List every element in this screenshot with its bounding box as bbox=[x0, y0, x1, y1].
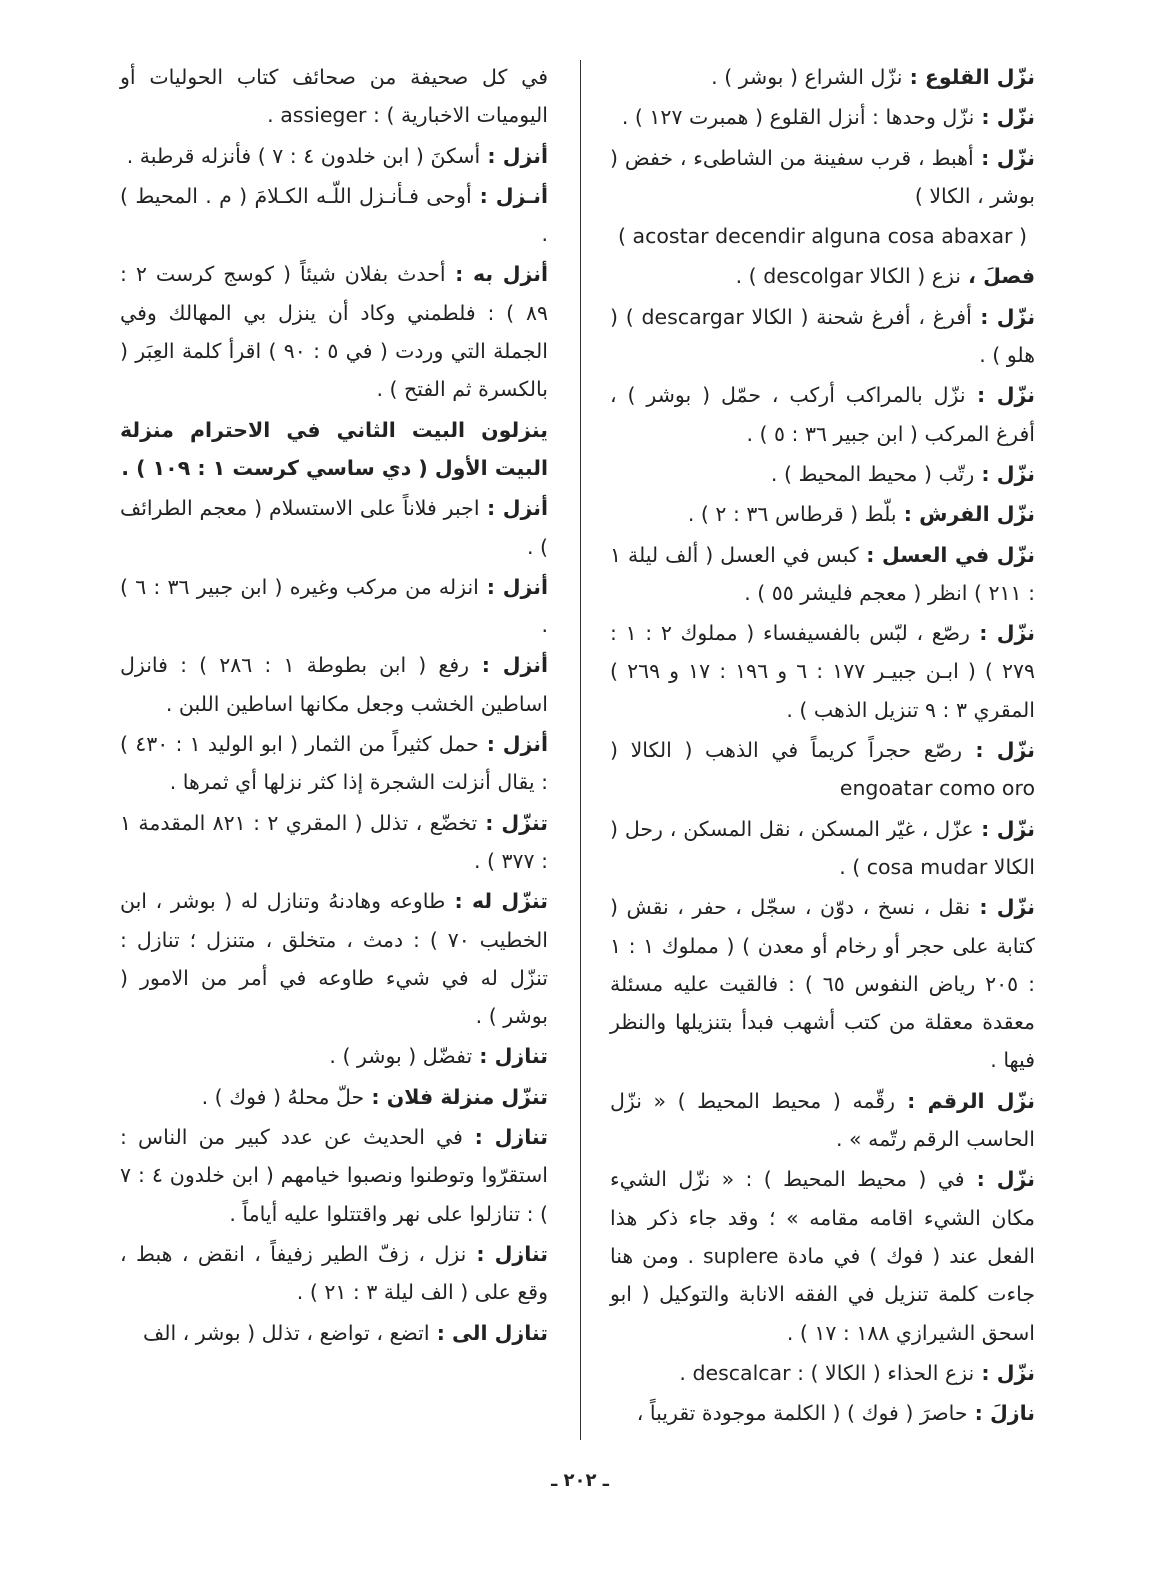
entry-headword: نزّل : bbox=[971, 304, 1036, 329]
entry-headword: تنزّل منزلة فلان : bbox=[364, 1084, 548, 1109]
entry-text: رقّمه ( محيط المحيط ) « نزّل الحاسب الرقم رتّمه » . bbox=[610, 1088, 1035, 1152]
entry bbox=[120, 489, 548, 566]
entry-headword: أنزل : bbox=[469, 653, 548, 678]
entry-headword: نزّل : bbox=[962, 738, 1035, 763]
entry-headword: نزّل : bbox=[969, 621, 1035, 646]
entry bbox=[120, 646, 548, 723]
entry-text: نزّل الشراع ( بوشر ) . bbox=[711, 65, 903, 89]
entry-text: أوحى فـأنـزل اللّـه الكـلامَ ( م . المحيط ) . bbox=[120, 183, 548, 247]
entry-text: طاوعه وهادنهُ وتنازل له ( بوشر ، ابن الخطيب ٧٠ ) : دمث ، متخلق ، متنزل ؛ تنازل : تنزّل له في شيء طاوعه في أمر من الامور ( بوشر ) . bbox=[120, 889, 548, 1029]
entry bbox=[120, 411, 548, 488]
entry-text: نزّل وحدها : أنزل القلوع ( همبرت ١٢٧ ) . bbox=[621, 105, 975, 130]
entry-text: نزع الحذاء ( الكالا ) : descalcar . bbox=[679, 1360, 975, 1385]
entry bbox=[610, 888, 1035, 1079]
entry-headword: أنزل : bbox=[478, 732, 548, 757]
entry-text: تخضّع ، تذلل ( المقري ٢ : ٨٢١ المقدمة ١ : ٣٧٧ ) . bbox=[120, 810, 548, 873]
entry-headword: أنزل : bbox=[480, 143, 548, 168]
entry bbox=[610, 455, 1035, 493]
left-column bbox=[120, 58, 548, 1354]
entry bbox=[120, 725, 548, 802]
entry bbox=[610, 495, 1035, 533]
entry bbox=[610, 1394, 1035, 1432]
entry-text: نقل ، نسخ ، دوّن ، سجّل ، حفر ، نقش ( كتابة على حجر أو رخام أو معدن ) ( مملوك ١ : ١ : ٢٠٥ رياض النفوس ٦٥ ) : فالقيت عليه مسئلة معقدة معقلة من كتب أشهب فبدأ بتنزيلها والنظر فيها . bbox=[610, 895, 1035, 1073]
entry-text: اجبر فلاناً على الاستسلام ( معجم الطرائف ) . bbox=[120, 496, 548, 559]
entry-text: رصّع ، لبّس بالفسيفساء ( مملوك ٢ : ١ : ٢٧٩ ) ( ابـن جبيـر ١٧٧ : ٦ و ١٩٦ : ١٧ و ٢٦٩ ) المقري ٣ : ٩ تنزيل الذهب ) . bbox=[610, 621, 1035, 722]
entry bbox=[120, 1314, 548, 1352]
entry-headword: نزّل : bbox=[973, 145, 1036, 170]
entry bbox=[120, 255, 548, 408]
entry-text: حاصرَ ( فوك ) ( الكلمة موجودة تقريباً ، bbox=[636, 1401, 968, 1426]
entry-text: رتّب ( محيط المحيط ) . bbox=[770, 461, 975, 486]
column-divider bbox=[580, 60, 581, 1440]
entry bbox=[610, 257, 1035, 295]
entry-headword: تنازل : bbox=[466, 1241, 548, 1266]
entry-headword: تنازل : bbox=[462, 1125, 548, 1150]
entry-headword: أنزل : bbox=[478, 574, 548, 599]
entry-text: اتضع ، تواضع ، تذلل ( بوشر ، الف bbox=[143, 1320, 430, 1345]
entry-text: أفرغ ، أفرغ شحنة ( الكالا descargar ) ( هلو ) . bbox=[610, 304, 1035, 368]
entry-text: عزّل ، غيّر المسكن ، نقل المسكن ، رحل ( الكالا cosa mudar ) . bbox=[610, 816, 1035, 879]
entry-text: نزل ، زفّ الطير زفيفاً ، انقض ، هبط ، وقع على ( الف ليلة ٣ : ٢١ ) . bbox=[120, 1241, 548, 1305]
entry-headword: نزّل : bbox=[970, 895, 1035, 920]
entry-headword: تنزّل : bbox=[477, 810, 548, 835]
entry-headword: تنزّل له : bbox=[445, 889, 548, 914]
entry-headword: نزّل : bbox=[974, 1360, 1035, 1385]
entry bbox=[610, 139, 1035, 216]
entry-text: ينزلون البيت الثاني في الاحترام منزلة البيت الأول ( دي ساسي كرست ١ : ١٠٩ ) . bbox=[120, 417, 548, 480]
entry bbox=[610, 614, 1035, 729]
entry bbox=[610, 536, 1035, 613]
page-number: ـ ٢٠٢ ـ bbox=[551, 1470, 609, 1491]
entry bbox=[120, 177, 548, 254]
entry-text: حلّ محلهُ ( فوك ) . bbox=[201, 1084, 365, 1109]
entry-text: حمل كثيراً من الثمار ( ابو الوليد ١ : ٤٣٠ ) : يقال أنزلت الشجرة إذا كثر نزلها أي ثمرها . bbox=[120, 732, 548, 795]
entry bbox=[120, 882, 548, 1035]
entry-text: رصّع حجراً كريماً في الذهب ( الكالا ( engoatar como oro bbox=[610, 738, 1035, 801]
entry-text: ( acostar decendir alguna cosa abaxar ) bbox=[618, 224, 1027, 249]
entry bbox=[120, 804, 548, 881]
entry-headword: فصلَ ، bbox=[961, 264, 1035, 289]
entry bbox=[120, 1037, 548, 1075]
entry-headword: نزّل القلوع : bbox=[902, 65, 1035, 89]
entry-text: في الحديث عن عدد كبير من الناس : استقرّوا وتوطنوا ونصبوا خيامهم ( ابن خلدون ٤ : ٧ ) : تنازلوا على نهر واقتتلوا عليه أياماً . bbox=[120, 1125, 548, 1226]
entry-text: نزّل بالمراكب أركب ، حمّل ( بوشر ) ، أفرغ المركب ( ابن جبير ٣٦ : ٥ ) . bbox=[610, 383, 1035, 446]
entry-headword: أنزل به : bbox=[445, 262, 548, 287]
entry-headword: نزّل الرقم : bbox=[894, 1088, 1035, 1113]
entry bbox=[610, 298, 1035, 375]
entry-text: تفضّل ( بوشر ) . bbox=[329, 1044, 473, 1069]
entry bbox=[610, 58, 1035, 96]
entry-text: نزع ( الكالا descolgar ) . bbox=[735, 264, 962, 289]
entry-text: رفع ( ابن بطوطة ١ : ٢٨٦ ) : فانزل اساطين الخشب وجعل مكانها اساطين اللبن . bbox=[120, 653, 548, 716]
entry bbox=[120, 1078, 548, 1116]
entry bbox=[120, 1235, 548, 1312]
entry-headword: تنازل : bbox=[472, 1044, 548, 1069]
entry-text: أهبط ، قرب سفينة من الشاطىء ، خفض ( بوشر ، الكالا ) bbox=[610, 145, 1035, 208]
entry-headword: نزّل الفرش : bbox=[896, 502, 1035, 527]
entry-headword: تنازل الى : bbox=[429, 1320, 548, 1345]
entry-headword: نزّل : bbox=[964, 1167, 1036, 1192]
entry-headword: نزّل في العسل : bbox=[858, 542, 1035, 567]
entry-headword: نزّل : bbox=[974, 461, 1035, 486]
entry bbox=[610, 1160, 1035, 1351]
entry bbox=[120, 137, 548, 175]
entry bbox=[610, 1082, 1035, 1159]
entry bbox=[120, 58, 548, 135]
entry-text: بلّط ( قرطاس ٣٦ : ٢ ) . bbox=[687, 502, 897, 527]
entry-headword: نزّل : bbox=[973, 816, 1035, 841]
entry-text: أحدث بفلان شيئاً ( كوسج كرست ٢ : ٨٩ ) : فلطمني وكاد أن ينزل بي المهالك وفي الجملة التي وردت ( في ٥ : ٩٠ ) اقرأ كلمة العِبَر ( بالكسرة ثم الفتح ) . bbox=[120, 262, 548, 402]
entry bbox=[610, 217, 1035, 255]
entry-text: في ( محيط المحيط ) : « نزّل الشيء مكان الشيء اقامه مقامه » ؛ وقد جاء ذكر هذا الفعل عند ( فوك ) في مادة suplere . ومن هنا جاءت كلمة تنزيل في الفقه الانابة والتوكيل ( ابو اسحق الشيرازي ١٨٨ : ١٧ ) . bbox=[610, 1167, 1035, 1345]
entry-headword: نازلَ : bbox=[967, 1401, 1035, 1426]
entry-headword: نزّل : bbox=[965, 383, 1035, 408]
right-column bbox=[610, 58, 1035, 1434]
entry-text: أسكنَ ( ابن خلدون ٤ : ٧ ) فأنزله قرطبة . bbox=[126, 143, 481, 168]
entry-headword: نزّل : bbox=[974, 105, 1035, 130]
entry-text: في كل صحيفة من صحائف كتاب الحوليات أو اليوميات الاخبارية ) : assieger . bbox=[120, 65, 548, 128]
entry bbox=[610, 731, 1035, 808]
entry-text: انزله من مركب وغيره ( ابن جبير ٣٦ : ٦ ) . bbox=[120, 574, 548, 638]
entry bbox=[610, 98, 1035, 136]
entry bbox=[610, 810, 1035, 887]
entry-text: كبس في العسل ( ألف ليلة ١ : ٢١١ ) انظر ( معجم فليشر ٥٥ ) . bbox=[610, 542, 1035, 605]
entry bbox=[610, 376, 1035, 453]
entry bbox=[610, 1354, 1035, 1392]
entry-headword: أنـزل : bbox=[471, 183, 548, 208]
entry bbox=[120, 1118, 548, 1233]
entry-headword: أنزل : bbox=[479, 496, 548, 521]
entry bbox=[120, 568, 548, 645]
